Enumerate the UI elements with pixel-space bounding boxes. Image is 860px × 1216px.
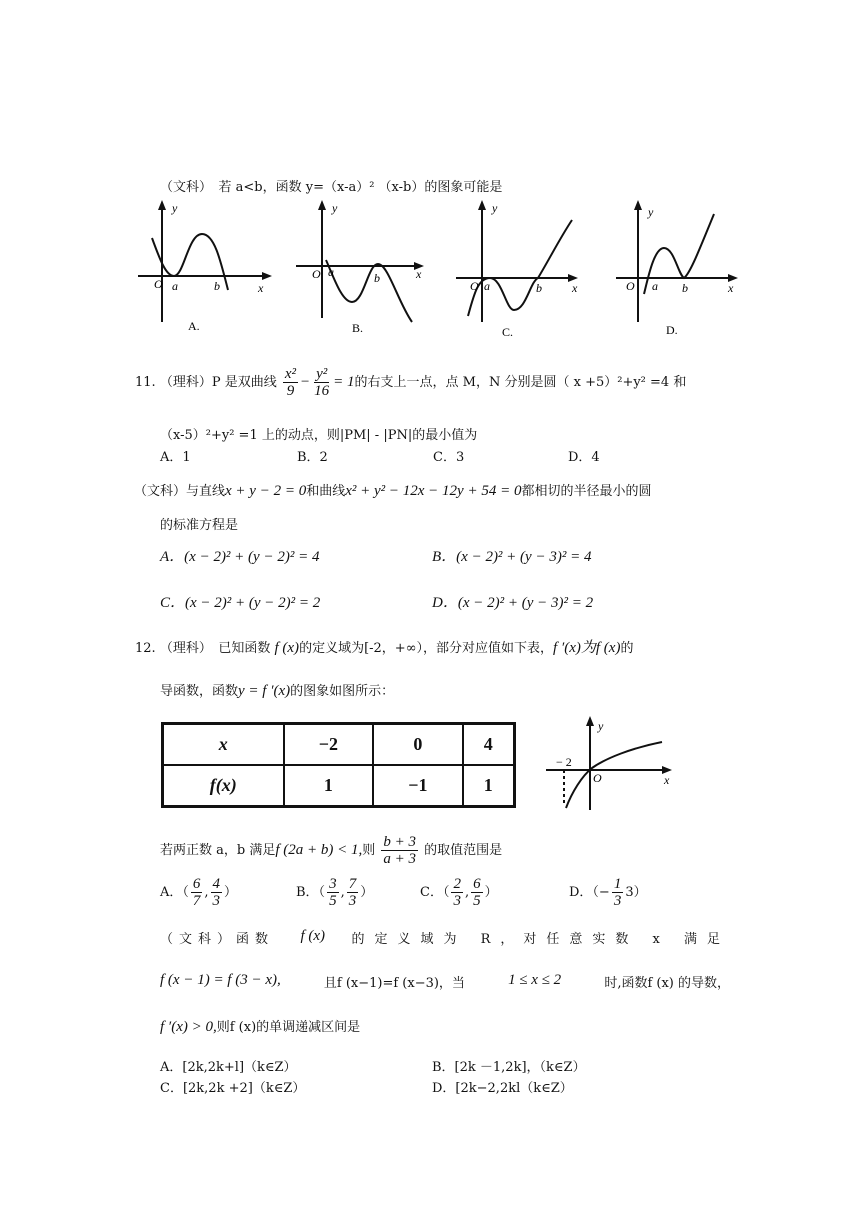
q12-li-condition: 若两正数 a，b 满足f (2a + b) < 1,则 $\frac{b + 3}{a + 3}$ 的取值范围是 xyxy=(160,834,503,867)
q11-wen-line1: （文科）与直线x + y − 2 = 0和曲线x² + y² − 12x − 12y + 54 = 0都相切的半径最小的圆 xyxy=(134,483,652,499)
q12-wen-line2: f (x − 1) = f (3 − x), 且f (x−1)=f (x−3)，当 1 ≤ x ≤ 2 时,函数f (x) 的导数， xyxy=(160,972,730,991)
q11-wen-line2: 的标准方程是 xyxy=(160,518,239,533)
graph-a-y: y xyxy=(172,201,178,215)
q12-wen-line1: （文科）函数 f (x) 的定义域为 R，对任意实数 x 满足 xyxy=(160,928,730,947)
q11-li-option-d[interactable]: D．4 xyxy=(568,450,600,465)
q11-wen-option-a[interactable]: A．(x − 2)² + (y − 2)² = 4 xyxy=(160,549,320,565)
derivative-graph-neg2: − 2 xyxy=(556,755,572,769)
graph-a-caption: A. xyxy=(188,319,200,333)
q11-li-option-b[interactable]: B．2 xyxy=(297,450,328,465)
graph-d-o: O xyxy=(626,279,635,293)
q11-wen-option-c[interactable]: C．(x − 2)² + (y − 2)² = 2 xyxy=(160,595,321,611)
q11-li-line2: （x-5）²+y² =1 上的动点，则|PM| - |PN|的最小值为 xyxy=(160,428,478,443)
graph-d-b: b xyxy=(682,281,688,295)
graph-c-x: x xyxy=(572,281,578,295)
q11-li-option-a[interactable]: A．1 xyxy=(160,450,191,465)
q12-number: 12. xyxy=(135,641,156,656)
q12-wen-option-c[interactable]: C．[2k,2k +2]（k∈Z） xyxy=(160,1081,306,1096)
graph-c-a: a xyxy=(484,279,490,293)
graph-d-y: y xyxy=(648,205,654,219)
graph-b-b: b xyxy=(374,271,380,285)
table-row: f(x) 1 −1 1 xyxy=(163,765,515,807)
q12-li-option-d[interactable]: D．（− $\frac{1}{3}$ 3） xyxy=(569,876,647,909)
derivative-graph xyxy=(540,714,680,814)
q12-wen-line3: f ′(x) > 0,则f (x)的单调递减区间是 xyxy=(160,1019,361,1035)
derivative-graph-o: O xyxy=(593,771,602,785)
q11-number: 11. xyxy=(135,375,156,390)
graph-d xyxy=(610,198,750,338)
graph-c xyxy=(450,198,600,348)
derivative-graph-y: y xyxy=(598,719,604,733)
graph-a-x: x xyxy=(258,281,264,295)
q11-li-option-c[interactable]: C．3 xyxy=(433,450,465,465)
q12-li-line1: 12. （理科） 已知函数 f (x)的定义域为[-2，+∞），部分对应值如下表，f ′(x)为f (x)的 xyxy=(135,640,634,656)
graph-d-caption: D. xyxy=(666,323,678,337)
q12-wen-option-b[interactable]: B．[2k －1,2k]，（k∈Z） xyxy=(432,1060,586,1075)
q11-frac-y: $\frac{\text{y²}}{16}$ xyxy=(314,366,330,399)
graph-c-y: y xyxy=(492,201,498,215)
graph-b-o: O xyxy=(312,267,321,281)
q12-li-option-a[interactable]: A．（ $\frac{6}{7}$ , $\frac{4}{3}$ ） xyxy=(160,876,238,909)
value-table xyxy=(161,722,516,808)
graph-a-b: b xyxy=(214,279,220,293)
q10-wen-stem: （文科） 若 a<b，函数 y=（x-a）² （x-b）的图象可能是 xyxy=(160,180,503,195)
graph-b xyxy=(290,198,440,338)
graph-c-caption: C. xyxy=(502,325,514,339)
q12-li-line2: 导函数，函数y = f ′(x)的图象如图所示： xyxy=(160,683,395,699)
graph-b-a: a xyxy=(328,265,334,279)
graph-b-caption: B. xyxy=(352,321,364,335)
graph-a xyxy=(130,198,280,338)
q11-wen-option-b[interactable]: B．(x − 2)² + (y − 3)² = 4 xyxy=(432,549,592,565)
q11-wen-option-d[interactable]: D．(x − 2)² + (y − 3)² = 2 xyxy=(432,595,594,611)
graph-a-o: O xyxy=(154,277,163,291)
q12-wen-option-d[interactable]: D．[2k−2,2kl（k∈Z） xyxy=(432,1081,573,1096)
q11-li-line1: 11. （理科）P 是双曲线 $\frac{\text{x²}}{9}$ − $\frac{\text{y²}}{16}$ = 1的右支上一点，点 M，N 分别是圆（ x +5）²+y² =4 和 xyxy=(135,366,687,399)
q12-li-option-b[interactable]: B．（ $\frac{3}{5}$ , $\frac{7}{3}$ ） xyxy=(296,876,374,909)
q12-li-option-c[interactable]: C．（ $\frac{2}{3}$ , $\frac{6}{5}$ ） xyxy=(420,876,498,909)
table-row: x −2 0 4 xyxy=(163,724,515,766)
graph-b-x: x xyxy=(416,267,422,281)
graph-c-o: O xyxy=(470,279,479,293)
graph-c-b: b xyxy=(536,281,542,295)
graph-d-a: a xyxy=(652,279,658,293)
q12-wen-option-a[interactable]: A．[2k,2k+l]（k∈Z） xyxy=(160,1060,297,1075)
graph-a-a: a xyxy=(172,279,178,293)
q11-li-options xyxy=(160,446,760,466)
graph-d-x: x xyxy=(728,281,734,295)
q11-frac-x: $\frac{\text{x²}}{9}$ xyxy=(284,366,297,399)
derivative-graph-x: x xyxy=(664,773,670,787)
graph-b-y: y xyxy=(332,201,338,215)
